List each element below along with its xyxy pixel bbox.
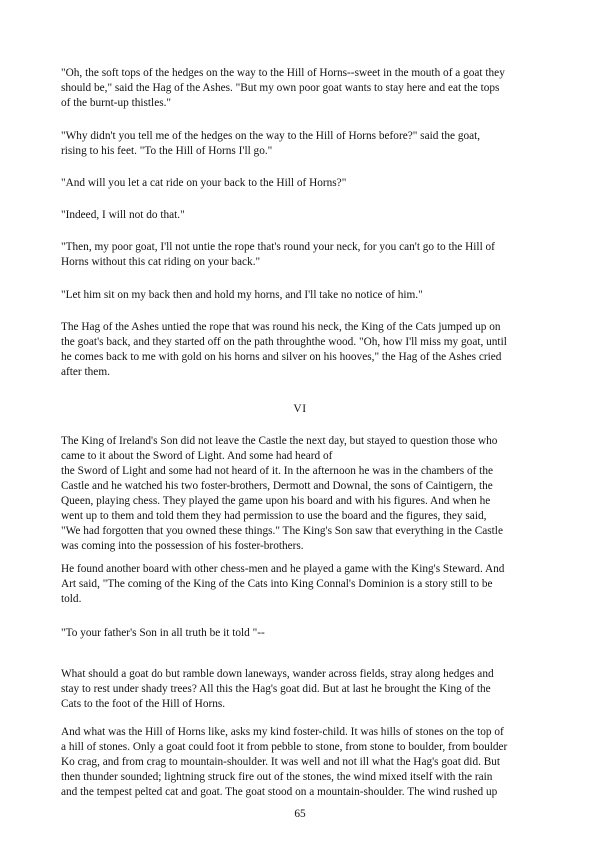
paragraph: "Then, my poor goat, I'll not untie the rope that's round your neck, for you can't go to the Hill of Horns without this cat riding on your back." <box>61 241 495 268</box>
paragraph: The King of Ireland's Son did not leave the Castle the next day, but stayed to question those who came to it about the Sword of Light. And some had heard of the Sword of Light and some had not heard of it. In the afternoon he was in the chambers of the Castle and he watched his two foster-brothers, Dermott and Downal, the sons of Caintigern, the Queen, playing chess. They played the game upon his board and with his figures. And when he went up to them and told them they had permission to use the board and the figures, they said, "We had forgotten that you owned these things." The King's Son saw that everything in the Castle was coming into the possession of his foster-brothers. <box>61 435 503 552</box>
paragraph: "And will you let a cat ride on your back to the Hill of Horns?" <box>61 177 347 189</box>
paragraph: The Hag of the Ashes untied the rope that was round his neck, the King of the Cats jumped up on the goat's back, and they started off on the path throughthe wood. "Oh, how I'll miss my goat, until he comes back to me with gold on his horns and silver on his hooves," the Hag of the Ashes cried after them. <box>61 321 507 378</box>
chapter-heading: VI <box>293 403 307 415</box>
paragraph: And what was the Hill of Horns like, asks my kind foster-child. It was hills of stones on the top of a hill of stones. Only a goat could foot it from pebble to stone, from stone to boulder, from boulder Ko crag, and from crag to mountain-shoulder. It was well and not ill what the Hag's goat did. But then thunder sounded; lightning struck fire out of the stones, the wind mixed itself with the rain and the tempest pelted cat and goat. The goat stood on a mountain-shoulder. The wind rushed up <box>61 726 508 798</box>
paragraph: What should a goat do but ramble down laneways, wander across fields, stray along hedges and stay to rest under shady trees? All this the Hag's goat did. But at last he brought the King of the Cats to the foot of the Hill of Horns. <box>61 668 494 710</box>
paragraph: "Oh, the soft tops of the hedges on the way to the Hill of Horns--sweet in the mouth of a goat they should be," said the Hag of the Ashes. "But my own poor goat wants to stay here and eat the tops of the burnt-up thistles." <box>61 67 505 109</box>
paragraph: "Indeed, I will not do that." <box>61 209 185 221</box>
paragraph: "Let him sit on my back then and hold my horns, and I'll take no notice of him." <box>61 289 423 301</box>
paragraph: "Why didn't you tell me of the hedges on the way to the Hill of Horns before?" said the goat, rising to his feet. "To the Hill of Horns I'll go." <box>61 130 481 157</box>
paragraph: He found another board with other chess-men and he played a game with the King's Steward. And Art said, "The coming of the King of the Cats into King Connal's Dominion is a story still to be told. <box>61 563 505 605</box>
page-number: 65 <box>294 808 306 820</box>
paragraph: "To your father's Son in all truth be it told "-- <box>61 627 265 639</box>
